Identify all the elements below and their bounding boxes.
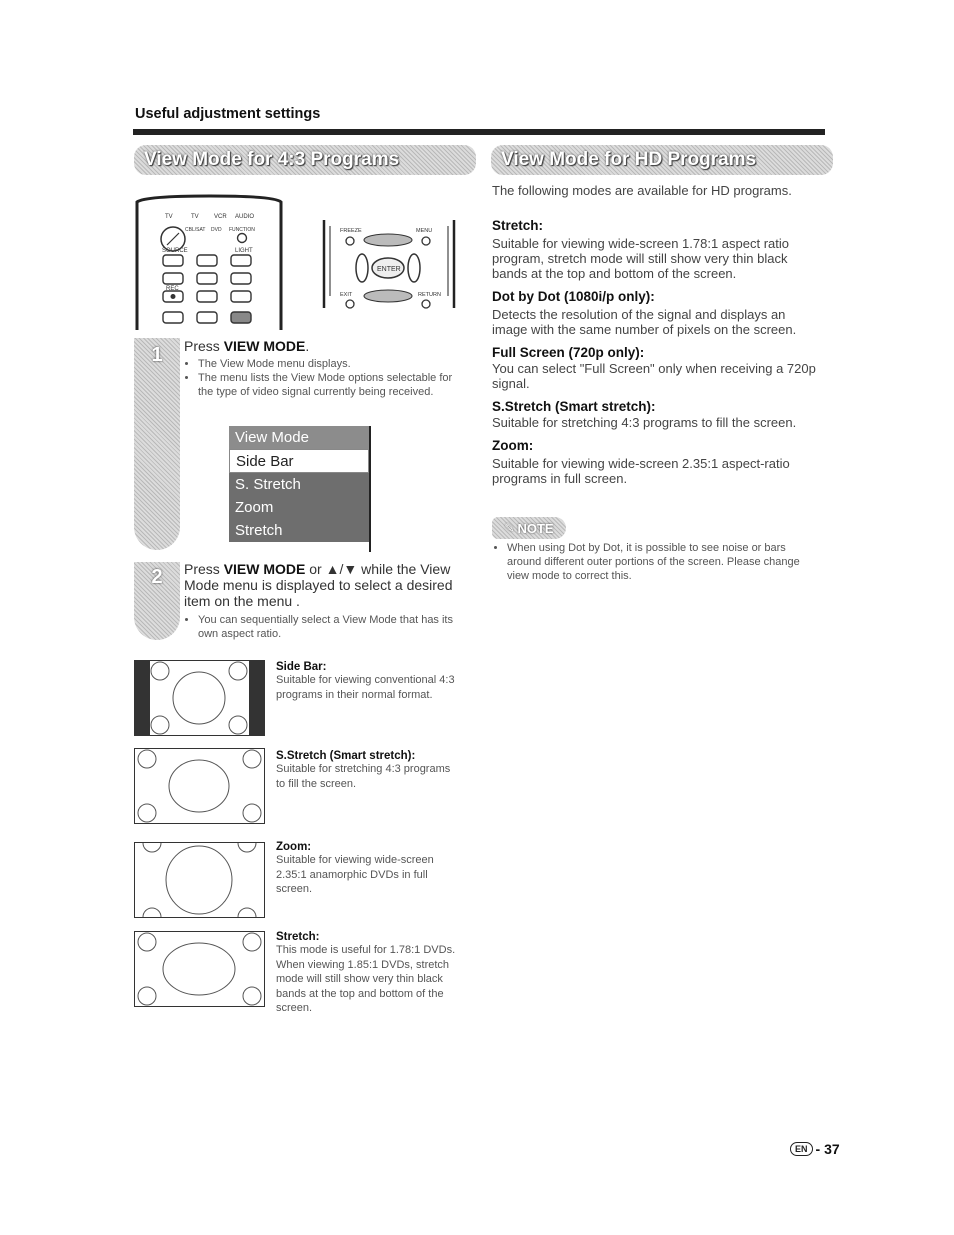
menu-item-side-bar[interactable]: Side Bar — [229, 449, 369, 473]
stretch-graphic — [135, 932, 264, 1006]
language-badge: EN — [790, 1142, 813, 1156]
hd-item-title: S.Stretch (Smart stretch): — [492, 399, 656, 414]
svg-text:FUNCTION: FUNCTION — [229, 227, 255, 233]
step-1-badge — [134, 338, 180, 550]
svg-text:REC: REC — [166, 286, 179, 292]
mode-stretch-desc: This mode is useful for 1.78:1 DVDs. When viewing 1.85:1 DVDs, stretch mode will still show very thin black bands at the top and bottom of the screen. — [276, 944, 456, 1014]
svg-text:DVD: DVD — [211, 227, 222, 233]
remote-buttons-svg — [135, 194, 285, 330]
svg-text:TV: TV — [191, 214, 199, 220]
svg-text:VCR: VCR — [214, 214, 227, 220]
hd-item-title: Stretch: — [492, 218, 544, 233]
mode-s-stretch-title: S.Stretch (Smart stretch): — [276, 750, 416, 762]
dpad-illustration — [322, 218, 456, 310]
svg-text:FREEZE: FREEZE — [340, 228, 362, 234]
zoom-thumbnail — [134, 842, 265, 918]
hd-modes-list — [492, 183, 822, 494]
side-bar-graphic — [135, 661, 264, 735]
hd-item-desc: Suitable for stretching 4:3 programs to fill the screen. — [492, 415, 797, 430]
step-2-number: 2 — [151, 566, 163, 588]
menu-item-zoom[interactable]: Zoom — [229, 496, 369, 519]
hd-item-title: Dot by Dot (1080i/p only): — [492, 289, 655, 304]
hd-item-desc: Suitable for viewing wide-screen 2.35:1 aspect-ratio programs in full screen. — [492, 456, 790, 486]
remote-illustration — [135, 194, 285, 330]
mode-s-stretch — [276, 750, 461, 791]
page-number: - 37 — [815, 1141, 840, 1157]
mode-s-stretch-desc: Suitable for stretching 4:3 programs to fill the screen. — [276, 763, 451, 790]
view-mode-menu — [229, 426, 369, 542]
step-2-badge — [134, 562, 180, 640]
svg-text:AUDIO: AUDIO — [235, 214, 255, 220]
header-rule — [133, 129, 825, 135]
s-stretch-thumbnail — [134, 748, 265, 824]
mode-side-bar-title: Side Bar: — [276, 661, 327, 673]
svg-text:EXIT: EXIT — [340, 292, 353, 298]
svg-text:SOURCE: SOURCE — [162, 248, 188, 254]
step-2-instruction: Press VIEW MODE or ▲/▼ while the View Mode menu is displayed to select a desired item on the menu . — [184, 561, 453, 609]
svg-text:ENTER: ENTER — [377, 266, 401, 273]
svg-text:CBL/SAT: CBL/SAT — [185, 227, 206, 233]
mode-side-bar — [276, 661, 461, 702]
step-1-bullet: • The View Mode menu displays. — [198, 357, 469, 371]
mode-stretch — [276, 931, 468, 1016]
hd-item-title: Zoom: — [492, 438, 534, 453]
mode-zoom-title: Zoom: — [276, 841, 312, 853]
hd-item-title: Full Screen (720p only): — [492, 345, 645, 360]
menu-item-s-stretch[interactable]: S. Stretch — [229, 473, 369, 496]
step-1-number: 1 — [151, 344, 163, 366]
mode-stretch-title: Stretch: — [276, 931, 320, 943]
hd-item-desc: Suitable for viewing wide-screen 1.78:1 aspect ratio program, stretch mode will still show very thin black bands at the top and bottom of the screen. — [492, 236, 789, 281]
section-heading: Useful adjustment settings — [135, 106, 321, 122]
svg-text:RETURN: RETURN — [418, 292, 441, 298]
hd-intro: The following modes are available for HD programs. — [492, 183, 792, 198]
menu-divider — [369, 426, 371, 552]
left-section-title-text: View Mode for 4:3 Programs — [144, 149, 400, 170]
side-bar-thumbnail — [134, 660, 265, 736]
right-section-title-text: View Mode for HD Programs — [501, 149, 757, 170]
step-1-instruction: Press VIEW MODE. — [184, 338, 310, 354]
dpad-svg — [322, 218, 456, 310]
step-1-bullet: • The menu lists the View Mode options selectable for the type of video signal currently being received. — [198, 371, 469, 399]
svg-text:MENU: MENU — [416, 228, 433, 234]
hd-item-desc: Detects the resolution of the signal and displays an image with the same number of pixels on the screen. — [492, 307, 797, 337]
left-section-title — [134, 145, 476, 175]
svg-text:TV: TV — [165, 214, 173, 220]
stretch-thumbnail — [134, 931, 265, 1007]
hd-item-desc: You can select "Full Screen" only when receiving a 720p signal. — [492, 361, 816, 391]
note-pencil-icon: ✎ — [504, 521, 515, 535]
step-2-text — [184, 561, 464, 641]
svg-text:LIGHT: LIGHT — [235, 248, 253, 254]
note-bullet: • When using Dot by Dot, it is possible to see noise or bars around different outer portions of the screen. Please change view mode to correct this. — [507, 541, 818, 583]
right-section-title — [491, 145, 833, 175]
note-content — [493, 541, 818, 583]
step-1-text — [184, 338, 469, 399]
view-mode-menu-title: View Mode — [229, 426, 369, 449]
menu-item-stretch[interactable]: Stretch — [229, 519, 369, 542]
mode-zoom — [276, 841, 461, 897]
note-label: NOTE — [517, 520, 554, 536]
mode-side-bar-desc: Suitable for viewing conventional 4:3 programs in their normal format. — [276, 674, 455, 701]
zoom-graphic — [135, 843, 264, 917]
page-footer — [790, 1141, 840, 1157]
mode-zoom-desc: Suitable for viewing wide-screen 2.35:1 anamorphic DVDs in full screen. — [276, 854, 434, 895]
note-badge — [492, 517, 566, 539]
s-stretch-graphic — [135, 749, 264, 823]
step-2-bullet: • You can sequentially select a View Mode that has its own aspect ratio. — [198, 613, 464, 641]
